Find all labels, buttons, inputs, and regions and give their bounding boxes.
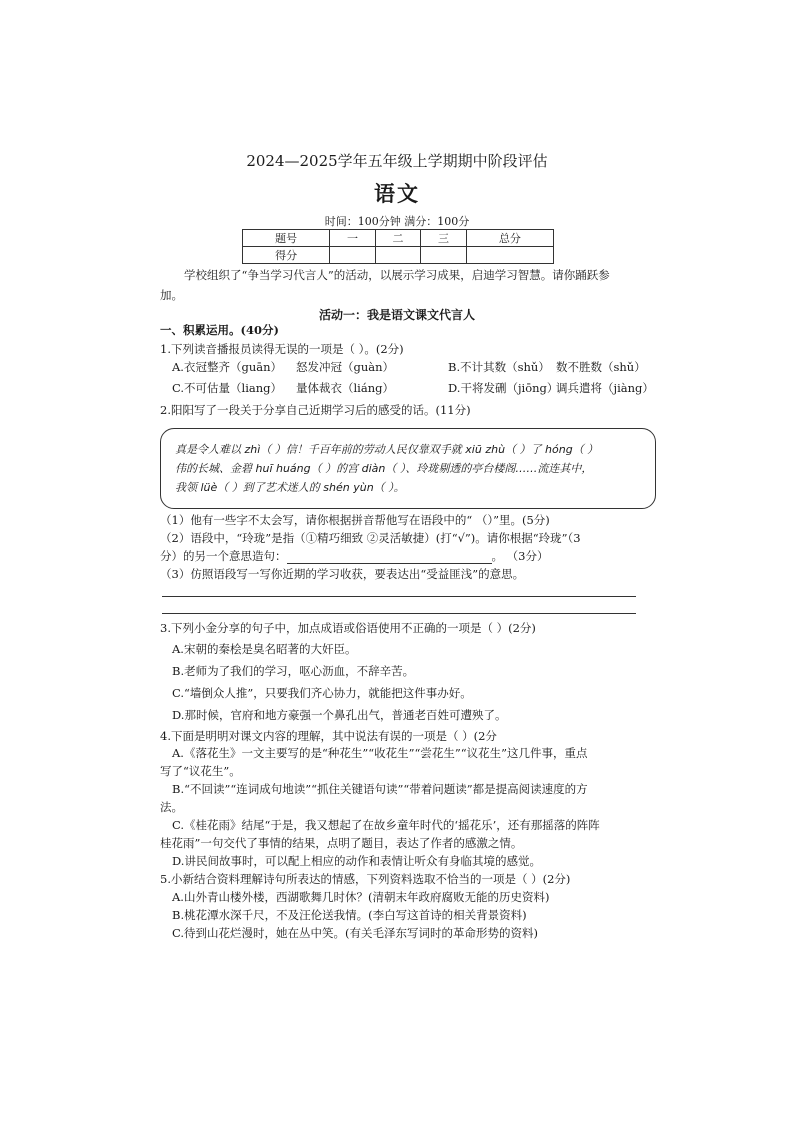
q2-sub-2-points: 。 （3分） — [491, 549, 549, 563]
q3-option-b: B.老师为了我们的学习，呕心沥血，不辞辛苦。 — [172, 664, 415, 678]
q1-option-a2: 怒发冲冠（guàn） — [296, 360, 395, 374]
q4-option-c-line-1: C.《桂花雨》结尾“于是，我又想起了在故乡童年时代的‘摇花乐’，还有那摇落的阵阵 — [172, 818, 600, 832]
q3-option-a: A.宋朝的秦桧是臭名昭著的大奸臣。 — [172, 642, 357, 656]
q4-option-a-line-1: A.《落花生》一文主要写的是“种花生”“收花生”“尝花生”“议花生”这几件事，重点 — [172, 746, 588, 760]
q5-stem: 5.小新结合资料理解诗句所表达的情感，下列资料选取不恰当的一项是（ ）(2分) — [160, 872, 571, 886]
q4-option-b-line-2: 法。 — [160, 800, 183, 814]
q3-option-c: C.“墙倒众人推”，只要我们齐心协力，就能把这件事办好。 — [172, 686, 472, 700]
score-table-header: 总分 — [466, 230, 553, 247]
q5-option-a: A.山外青山楼外楼，西湖歌舞几时休？(清朝末年政府腐败无能的历史资料) — [172, 890, 550, 904]
intro-line-2: 加。 — [160, 288, 183, 302]
q1-option-b2: 数不胜数（shǔ） — [556, 360, 646, 374]
q4-option-c-line-2: 桂花雨”一句交代了事情的结果，点明了题目，表达了作者的感激之情。 — [160, 836, 523, 850]
score-row-label: 得分 — [243, 247, 330, 264]
q2-passage-line-2: 伟的长城、金碧 huī huáng（ ）的宫 diàn（ ）、玲珑剔透的亭台楼阁……流连其中， — [175, 462, 593, 475]
section-title: 一、积累运用。(40分) — [160, 323, 279, 337]
score-cell[interactable] — [330, 247, 376, 264]
q1-option-c1: C.不可估量（liang） — [172, 381, 283, 395]
q1-option-a1: A.衣冠整齐（guān） — [172, 360, 282, 374]
activity-title: 活动一：我是语文课文代言人 — [318, 308, 475, 322]
score-cell[interactable] — [466, 247, 553, 264]
sentence-answer-blank[interactable] — [287, 551, 492, 564]
score-table-header: 题号 — [243, 230, 330, 247]
q2-sub-1: （1）他有一些字不太会写，请你根据拼音帮他写在语段中的“ （）”里。(5分) — [160, 513, 550, 527]
q2-passage-line-1: 真是令人难以 zhì（ ）信！千百年前的劳动人民仅靠双手就 xiū zhù（ ）了 hóng（ ） — [175, 443, 599, 456]
q3-option-d: D.那时候，官府和地方豪强一个鼻孔出气，普通老百姓可遭殃了。 — [172, 708, 507, 722]
q1-stem: 1.下列读音播报员读得无误的一项是（ ）。(2分) — [160, 342, 404, 356]
q5-option-b: B.桃花潭水深千尺，不及汪伦送我情。(李白写这首诗的相关背景资料) — [172, 908, 527, 922]
q4-stem: 4.下面是明明对课文内容的理解，其中说法有误的一项是（ ）(2分 — [160, 729, 497, 743]
q5-option-c: C.待到山花烂漫时，她在丛中笑。(有关毛泽东写词时的革命形势的资料) — [172, 926, 539, 940]
score-table-header: 三 — [421, 230, 467, 247]
q4-option-d: D.讲民间故事时，可以配上相应的动作和表情让听众有身临其境的感觉。 — [172, 854, 541, 868]
exam-meta: 时间：100分钟 满分：100分 — [324, 215, 470, 228]
q1-option-c2: 量体裁衣（liáng） — [296, 381, 394, 395]
score-table — [242, 229, 554, 264]
q2-sub-3: （3）仿照语段写一写你近期的学习收获，要表达出“受益匪浅”的意思。 — [160, 567, 525, 581]
q4-option-b-line-1: B.“不回读”“连词成句地读”“抓住关键语句读”“带着问题读”都是提高阅读速度的方 — [172, 782, 588, 796]
q2-stem: 2.阳阳写了一段关于分享自己近期学习后的感受的话。(11分) — [160, 403, 471, 417]
score-table-score-row — [243, 247, 554, 264]
score-table-header-row — [243, 230, 554, 247]
q1-option-b1: B.不计其数（shǔ） — [448, 360, 550, 374]
q2-sub-2-line-1: （2）语段中，“玲珑”是指（①精巧细致 ②灵活敏捷）(打“√”)。请你根据“玲珑”（3 — [160, 531, 581, 545]
score-cell[interactable] — [421, 247, 467, 264]
exam-title: 2024—2025学年五年级上学期期中阶段评估 — [246, 152, 548, 170]
q4-option-a-line-2: 写了“议花生”。 — [160, 764, 241, 778]
q1-option-d1: D.干将发硎（jiōng） — [448, 381, 559, 395]
q2-passage-line-3: 我领 lüè（ ）到了艺术迷人的 shén yùn（ ）。 — [175, 481, 405, 494]
q3-stem: 3.下列小金分享的句子中，加点成语或俗语使用不正确的一项是（ ）(2分) — [160, 621, 536, 635]
subject-title: 语文 — [374, 181, 420, 206]
intro-line-1: 学校组织了“争当学习代言人”的活动，以展示学习成果，启迪学习智慧。请你踊跃参 — [184, 268, 610, 282]
q2-sub-2-prompt: 分）的另一个意思造句： — [160, 549, 287, 563]
q1-option-d2: 调兵遣将（jiàng） — [556, 381, 654, 395]
answer-line[interactable] — [162, 613, 636, 614]
score-table-header: 二 — [375, 230, 421, 247]
score-cell[interactable] — [375, 247, 421, 264]
q2-sub-2-line-2 — [160, 548, 548, 564]
answer-line[interactable] — [162, 596, 636, 597]
score-table-header: 一 — [330, 230, 376, 247]
